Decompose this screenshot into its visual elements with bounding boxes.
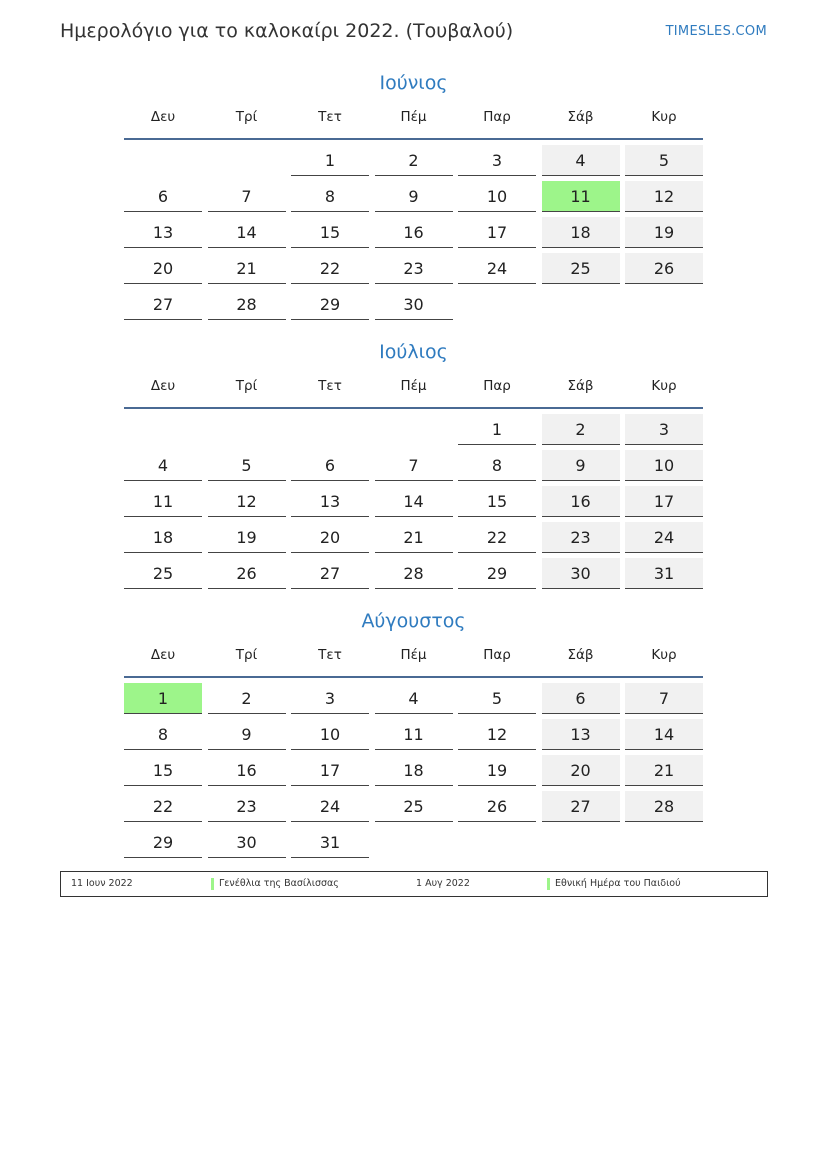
day-cell: 2 — [542, 414, 620, 445]
empty-cell — [625, 289, 703, 319]
day-cell: 25 — [124, 558, 202, 589]
day-cell: 24 — [625, 522, 703, 553]
day-cell: 23 — [542, 522, 620, 553]
day-cell: 23 — [375, 253, 453, 284]
day-cell: 28 — [375, 558, 453, 589]
weekday-label: Τετ — [318, 647, 342, 663]
day-cell: 7 — [208, 181, 286, 212]
header-divider — [124, 407, 703, 409]
day-cell: 9 — [208, 719, 286, 750]
day-cell: 25 — [542, 253, 620, 284]
day-cell: 27 — [291, 558, 369, 589]
day-cell: 19 — [625, 217, 703, 248]
day-cell: 1 — [291, 145, 369, 176]
empty-cell — [458, 827, 536, 857]
empty-cell — [291, 414, 369, 444]
day-cell: 19 — [458, 755, 536, 786]
day-cell: 16 — [542, 486, 620, 517]
weekday-label: Τετ — [318, 109, 342, 125]
weekday-label: Τρί — [235, 378, 258, 394]
weekday-label: Παρ — [483, 109, 511, 125]
month-name: Ιούλιος — [379, 341, 448, 363]
holiday-day-cell: 1 — [124, 683, 202, 714]
legend-date: 11 Ιουν 2022 — [71, 878, 133, 889]
brand-link[interactable]: TIMESLES.COM — [665, 24, 767, 39]
day-cell: 11 — [124, 486, 202, 517]
day-cell: 17 — [458, 217, 536, 248]
day-cell: 1 — [458, 414, 536, 445]
month-name: Ιούνιος — [379, 72, 448, 94]
day-cell: 30 — [375, 289, 453, 320]
holiday-day-cell: 11 — [542, 181, 620, 212]
weekday-label: Τετ — [318, 378, 342, 394]
day-cell: 27 — [542, 791, 620, 822]
legend-holiday-name: Γενέθλια της Βασίλισσας — [219, 878, 339, 889]
day-cell: 22 — [458, 522, 536, 553]
day-cell: 20 — [291, 522, 369, 553]
day-cell: 6 — [291, 450, 369, 481]
month-july — [124, 337, 703, 594]
weekday-header — [124, 373, 703, 399]
empty-cell — [375, 827, 453, 857]
day-cell: 29 — [458, 558, 536, 589]
day-cell: 17 — [291, 755, 369, 786]
empty-cell — [124, 414, 202, 444]
week-row — [124, 755, 703, 786]
week-row — [124, 486, 703, 517]
weekday-label: Σάβ — [567, 647, 594, 663]
month-name: Αύγουστος — [361, 610, 466, 632]
day-cell: 21 — [625, 755, 703, 786]
day-cell: 4 — [124, 450, 202, 481]
day-cell: 4 — [542, 145, 620, 176]
weekday-label: Σάβ — [567, 109, 594, 125]
day-cell: 16 — [375, 217, 453, 248]
day-cell: 21 — [375, 522, 453, 553]
week-row — [124, 289, 703, 320]
day-cell: 13 — [124, 217, 202, 248]
day-cell: 26 — [208, 558, 286, 589]
day-cell: 6 — [124, 181, 202, 212]
day-cell: 30 — [542, 558, 620, 589]
weekday-label: Πέμ — [400, 378, 427, 394]
legend-date: 1 Αυγ 2022 — [416, 878, 470, 889]
month-june — [124, 68, 703, 325]
day-cell: 4 — [375, 683, 453, 714]
day-cell: 29 — [291, 289, 369, 320]
day-cell: 3 — [458, 145, 536, 176]
weekday-label: Πέμ — [400, 109, 427, 125]
weekday-header — [124, 104, 703, 130]
holiday-color-marker — [211, 878, 214, 890]
day-cell: 26 — [458, 791, 536, 822]
empty-cell — [375, 414, 453, 444]
weekday-label: Τρί — [235, 647, 258, 663]
header-divider — [124, 676, 703, 678]
day-cell: 12 — [625, 181, 703, 212]
day-cell: 3 — [291, 683, 369, 714]
day-cell: 8 — [124, 719, 202, 750]
day-cell: 14 — [208, 217, 286, 248]
day-cell: 31 — [291, 827, 369, 858]
empty-cell — [458, 289, 536, 319]
week-row — [124, 719, 703, 750]
week-row — [124, 827, 703, 858]
day-cell: 25 — [375, 791, 453, 822]
day-cell: 8 — [458, 450, 536, 481]
weekday-label: Κυρ — [651, 109, 677, 125]
week-row — [124, 217, 703, 248]
weekday-header — [124, 642, 703, 668]
day-cell: 2 — [208, 683, 286, 714]
empty-cell — [625, 827, 703, 857]
week-row — [124, 558, 703, 589]
day-cell: 13 — [291, 486, 369, 517]
day-cell: 12 — [208, 486, 286, 517]
day-cell: 24 — [291, 791, 369, 822]
day-cell: 18 — [542, 217, 620, 248]
day-cell: 7 — [625, 683, 703, 714]
day-cell: 9 — [375, 181, 453, 212]
week-row — [124, 253, 703, 284]
day-cell: 15 — [458, 486, 536, 517]
day-cell: 18 — [375, 755, 453, 786]
day-cell: 21 — [208, 253, 286, 284]
day-cell: 17 — [625, 486, 703, 517]
week-row — [124, 181, 703, 212]
day-cell: 11 — [375, 719, 453, 750]
week-row — [124, 145, 703, 176]
day-cell: 8 — [291, 181, 369, 212]
day-cell: 5 — [208, 450, 286, 481]
day-cell: 26 — [625, 253, 703, 284]
day-cell: 22 — [291, 253, 369, 284]
weekday-label: Δευ — [150, 109, 176, 125]
day-cell: 14 — [375, 486, 453, 517]
day-cell: 5 — [625, 145, 703, 176]
day-cell: 20 — [542, 755, 620, 786]
weekday-label: Δευ — [150, 647, 176, 663]
day-cell: 10 — [625, 450, 703, 481]
day-cell: 19 — [208, 522, 286, 553]
empty-cell — [208, 145, 286, 175]
day-cell: 7 — [375, 450, 453, 481]
empty-cell — [124, 145, 202, 175]
day-cell: 9 — [542, 450, 620, 481]
month-august — [124, 606, 703, 863]
day-cell: 24 — [458, 253, 536, 284]
day-cell: 6 — [542, 683, 620, 714]
day-cell: 20 — [124, 253, 202, 284]
holiday-color-marker — [547, 878, 550, 890]
weekday-label: Δευ — [150, 378, 176, 394]
day-cell: 10 — [291, 719, 369, 750]
day-cell: 5 — [458, 683, 536, 714]
weekday-label: Τρί — [235, 109, 258, 125]
day-cell: 28 — [625, 791, 703, 822]
legend-holiday-name: Εθνική Ημέρα του Παιδιού — [555, 878, 681, 889]
day-cell: 28 — [208, 289, 286, 320]
day-cell: 29 — [124, 827, 202, 858]
empty-cell — [542, 827, 620, 857]
day-cell: 10 — [458, 181, 536, 212]
day-cell: 16 — [208, 755, 286, 786]
day-cell: 30 — [208, 827, 286, 858]
day-cell: 31 — [625, 558, 703, 589]
weekday-label: Σάβ — [567, 378, 594, 394]
day-cell: 12 — [458, 719, 536, 750]
day-cell: 15 — [124, 755, 202, 786]
day-cell: 14 — [625, 719, 703, 750]
week-row — [124, 791, 703, 822]
day-cell: 15 — [291, 217, 369, 248]
day-cell: 3 — [625, 414, 703, 445]
week-row — [124, 522, 703, 553]
day-cell: 23 — [208, 791, 286, 822]
weekday-label: Πέμ — [400, 647, 427, 663]
weekday-label: Παρ — [483, 378, 511, 394]
weekday-label: Κυρ — [651, 378, 677, 394]
weekday-label: Παρ — [483, 647, 511, 663]
weekday-label: Κυρ — [651, 647, 677, 663]
day-cell: 27 — [124, 289, 202, 320]
header-divider — [124, 138, 703, 140]
empty-cell — [542, 289, 620, 319]
week-row — [124, 683, 703, 714]
day-cell: 22 — [124, 791, 202, 822]
holiday-legend — [60, 871, 768, 897]
page-title: Ημερολόγιο για το καλοκαίρι 2022. (Τουβαλού) — [60, 20, 514, 42]
empty-cell — [208, 414, 286, 444]
day-cell: 13 — [542, 719, 620, 750]
week-row — [124, 450, 703, 481]
week-row — [124, 414, 703, 445]
day-cell: 2 — [375, 145, 453, 176]
day-cell: 18 — [124, 522, 202, 553]
